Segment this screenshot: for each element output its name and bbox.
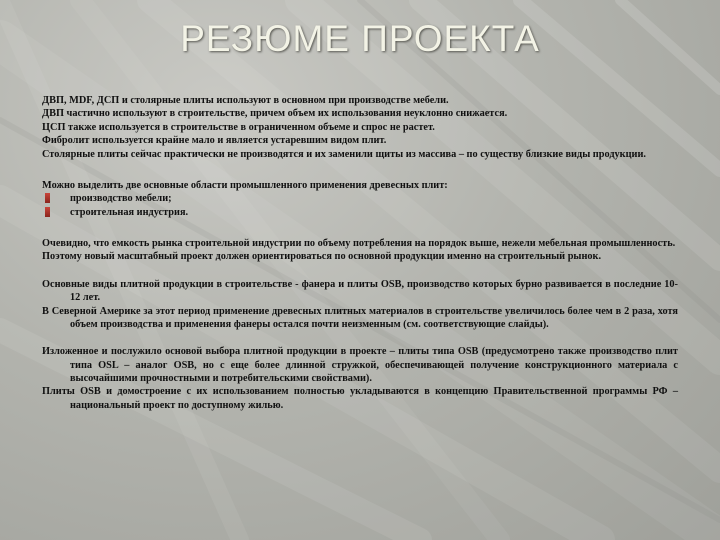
paragraph: Можно выделить две основные области промышленного применения древесных плит: bbox=[42, 179, 448, 191]
paragraph: Плиты OSB и домостроение с их использованием полностью укладываются в концепцию Правительственной программы РФ – национальный проект по доступному жилью. bbox=[42, 386, 678, 411]
paragraph: Очевидно, что емкость рынка строительной индустрии по объему потребления на порядок выше, нежели мебельная промышленность. bbox=[42, 238, 676, 249]
paragraph: ДВП частично используют в строительстве, причем объем их использования неуклонно снижается. bbox=[42, 108, 508, 120]
bullet-list bbox=[42, 192, 678, 219]
list-item-text: строительная индустрия. bbox=[70, 206, 189, 218]
paragraph: ДВП, MDF, ДСП и столярные плиты используют в основном при производстве мебели. bbox=[42, 95, 449, 106]
paragraph: Фибролит используется крайне мало и является устаревшим видом плит. bbox=[42, 135, 387, 147]
paragraph: Столярные плиты сейчас практически не производятся и их заменили щиты из массива – по существу близкие виды продукции. bbox=[42, 148, 646, 160]
bullet-icon bbox=[45, 207, 50, 217]
slide-title: РЕЗЮМЕ ПРОЕКТА bbox=[180, 18, 540, 59]
list-item bbox=[42, 206, 678, 219]
paragraph: Поэтому новый масштабный проект должен ориентироваться по основной продукции именно на строительный рынок. bbox=[42, 251, 602, 263]
paragraph: В Северной Америке за этот период применение древесных плитных материалов в строительстве увеличилось более чем в 2 раза, хотя объем производства и применения фанеры остался почти неизменным (см. соответствующие слайды). bbox=[42, 305, 678, 330]
slide-body bbox=[42, 94, 678, 412]
paragraph: ЦСП также используется в строительстве в ограниченном объеме и спрос не растет. bbox=[42, 121, 435, 133]
list-item-text: производство мебели; bbox=[70, 193, 172, 205]
paragraph: Основные виды плитной продукции в строительстве - фанера и плиты OSB, производство которых бурно развивается в последние 10-12 лет. bbox=[42, 278, 678, 304]
bullet-icon bbox=[45, 193, 50, 203]
list-item bbox=[42, 192, 678, 205]
paragraph: Изложенное и послужило основой выбора плитной продукции в проекте – плиты типа OSB (предусмотрено также производство плит типа OSL – аналог OSB, но с еще более длинной стружкой, обеспечивающей получение конструкционного материала с высочайшими прочностными и потребительскими свойствами). bbox=[42, 346, 678, 384]
